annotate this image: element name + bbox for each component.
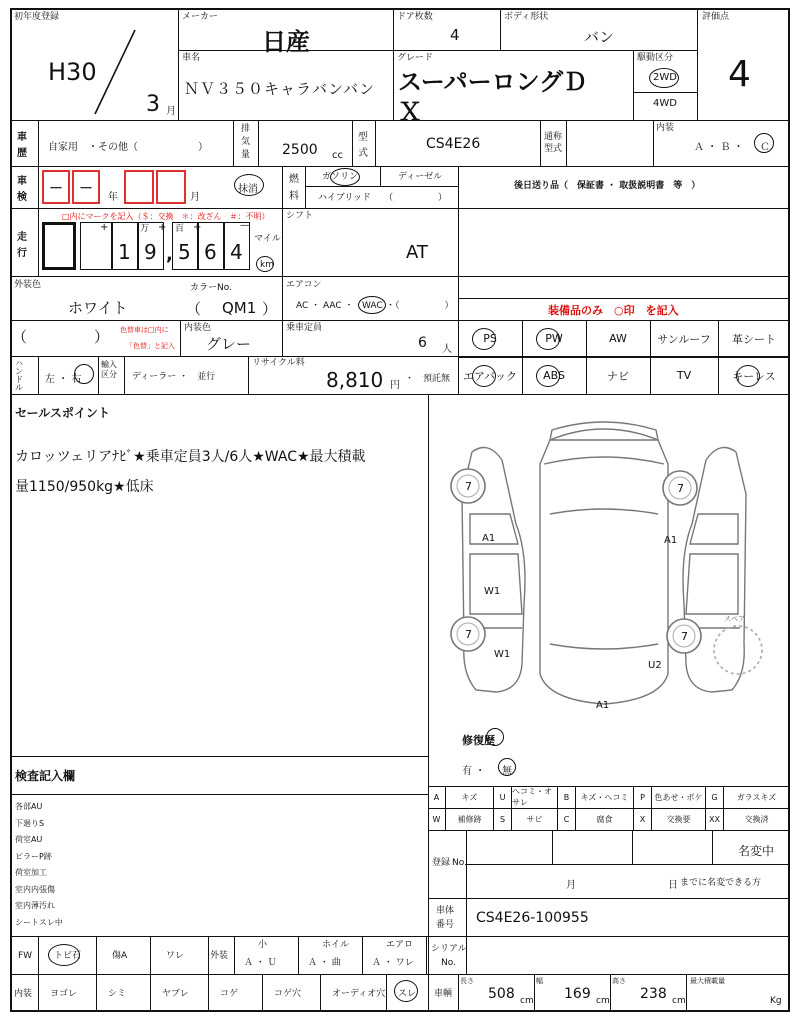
- common-label1: 通称: [544, 132, 563, 142]
- score-label: 評価点: [702, 12, 730, 22]
- divider: [96, 974, 97, 1012]
- dim-unit: cm: [520, 996, 534, 1006]
- divider: [150, 936, 151, 974]
- divider: [96, 936, 97, 974]
- damage-mark-tire-rr: 7: [681, 630, 688, 643]
- inspection-box3: [124, 170, 154, 204]
- reg-label: 初年度登録: [14, 12, 60, 22]
- legend-code: W: [428, 808, 446, 830]
- score: 4: [728, 54, 751, 95]
- damage-mark-right-rear: U2: [648, 660, 662, 671]
- equipment-0[interactable]: [458, 320, 522, 357]
- equipment-label: PS: [483, 332, 497, 345]
- model: CS4E26: [426, 136, 481, 152]
- recolor-open: （: [12, 328, 28, 346]
- displacement: 2500: [282, 142, 318, 158]
- equipment-circle: [536, 328, 560, 350]
- load-unit: Kg: [770, 996, 782, 1006]
- check-item: ピラーP跡: [15, 851, 52, 861]
- ext-group-value: Ａ ・ 曲: [308, 958, 341, 968]
- maker-label: メーカー: [182, 12, 218, 22]
- damage-mark-tire-fr: 7: [677, 482, 684, 495]
- colorno-label: カラーNo.: [190, 283, 232, 293]
- dim-height-label: 高さ: [612, 977, 626, 985]
- legend-meaning: 補修跡: [446, 808, 494, 830]
- body-type: バン: [584, 28, 615, 46]
- inspection-label1: 車: [17, 176, 27, 187]
- dim-length-label: 長さ: [460, 977, 474, 985]
- dims-label: 車輌: [434, 989, 453, 999]
- divider: [386, 974, 387, 1012]
- mileage-digit-2: 5: [178, 240, 191, 264]
- interior-grade-circle: [754, 133, 774, 153]
- ext-group-value: Ａ ・ ワレ: [372, 958, 414, 968]
- fuel-diesel: ディーゼル: [398, 172, 443, 182]
- legend-code: B: [558, 786, 576, 808]
- check-item: 室内内張傷: [15, 884, 55, 894]
- legend-meaning: キズ・ヘコミ: [576, 786, 634, 808]
- shift: AT: [406, 242, 428, 263]
- mileage-digit-3: 6: [204, 240, 217, 264]
- divider: [426, 936, 427, 974]
- fuel-label1: 燃: [289, 174, 299, 185]
- damage-mark-right-door: A1: [664, 535, 678, 546]
- disp-label3: 量: [241, 150, 251, 160]
- repair-label: 修復歴: [462, 734, 495, 747]
- history-label1: 車: [17, 132, 27, 143]
- sales-title: セールスポイント: [15, 406, 110, 420]
- plus-mark: +: [100, 222, 109, 233]
- registration-label1: 登録: [432, 858, 451, 868]
- equipment-title: 装備品のみ ○印 を記入: [548, 304, 679, 317]
- equipment-circle: [472, 328, 496, 350]
- recycle-deposit: ・ 預託無: [405, 374, 451, 384]
- check-item: 荷室加工: [15, 868, 47, 877]
- doors-label: ドア枚数: [397, 12, 433, 22]
- inspection-month-unit: 月: [190, 192, 200, 203]
- reg-month-unit: 月: [166, 106, 176, 117]
- legend-code: XX: [706, 808, 724, 830]
- capacity-unit: 人: [442, 344, 452, 355]
- exterior-color: ホワイト: [68, 299, 128, 317]
- recolor-note2: 「色替」と記入: [126, 342, 175, 350]
- interior-item: オーディオ穴: [332, 989, 386, 999]
- fuel-hybrid: ハイブリッド: [318, 193, 372, 203]
- name-label: 車名: [182, 53, 201, 63]
- equipment-label: エアバック: [462, 369, 518, 383]
- mileage-digit-4: 4: [230, 240, 243, 264]
- fuel-gas-circle: [330, 168, 360, 186]
- fw-item-circle: [48, 944, 80, 966]
- doors: 4: [450, 26, 460, 44]
- equipment-1[interactable]: [522, 320, 586, 357]
- recycle-unit: 円: [390, 380, 400, 391]
- legend-meaning: 交換済: [724, 808, 790, 830]
- disp-unit: cc: [332, 150, 343, 161]
- capacity-label: 乗車定員: [286, 323, 323, 333]
- dim-unit: cm: [672, 996, 686, 1006]
- equipment-label: サンルーフ: [657, 332, 711, 346]
- mileage-digit-1: 9: [144, 240, 157, 264]
- legend-meaning: 色あせ・ボケ: [652, 786, 706, 808]
- minus-mark: —: [240, 220, 250, 231]
- recycle-label: リサイクル料: [252, 358, 305, 368]
- fw-item: トビ石: [54, 951, 82, 961]
- history-label2: 歴: [17, 148, 27, 159]
- km-circle: [256, 256, 274, 272]
- recolor-note1: 色替車は□内に: [120, 326, 169, 334]
- interior-item: ヨゴレ: [50, 989, 78, 999]
- legend-meaning: 交換要: [652, 808, 706, 830]
- interior-grades: Ａ ・ Ｂ ・: [694, 142, 744, 153]
- legend-code: P: [634, 786, 652, 808]
- expired-circle: [234, 174, 264, 196]
- inspection-year-unit: 年: [108, 192, 118, 203]
- serial-label2: No.: [441, 958, 456, 968]
- handle-value: 左 ・ 右: [45, 374, 82, 385]
- colorno: QM1: [222, 299, 257, 317]
- registration-month: 月: [566, 880, 576, 891]
- body-label: ボディ形状: [504, 12, 549, 22]
- repair-value: 有 ・: [462, 766, 486, 777]
- divider: [208, 936, 209, 974]
- inspection-box4: [156, 170, 186, 204]
- km-label: km: [260, 260, 274, 270]
- vehicle-diagram: [432, 404, 786, 724]
- load-label: 最大積載量: [690, 977, 725, 985]
- check-item: 室内薄汚れ: [15, 901, 55, 910]
- registration-label2: No.: [452, 858, 467, 868]
- colorno-close: ）: [262, 300, 278, 318]
- inspection-label2: 検: [17, 192, 27, 203]
- interior-item: スレ: [398, 989, 417, 999]
- divider: [38, 936, 39, 1012]
- plus-mark: +: [193, 222, 202, 233]
- aircon-opts: AC ・ AAC ・: [296, 301, 354, 311]
- damage-mark-tire-rl: 7: [465, 628, 472, 641]
- ext-group-title: ホイル: [322, 940, 350, 950]
- damage-mark-left-rear: W1: [494, 649, 511, 660]
- unit-10k: 万: [140, 224, 150, 234]
- colorno-open: （: [186, 300, 202, 318]
- reg-year: H30: [48, 58, 97, 86]
- registration-day: 日: [668, 880, 678, 891]
- model-label1: 型: [358, 132, 368, 143]
- divider: [262, 974, 263, 1012]
- drive-4wd: 4WD: [653, 98, 677, 109]
- disp-label2: 気: [241, 137, 251, 147]
- interior-row-label: 内装: [14, 989, 33, 999]
- drive-2wd: 2WD: [653, 72, 677, 83]
- fw-item: ワレ: [166, 951, 185, 961]
- legend-meaning: キズ: [446, 786, 494, 808]
- aircon-other: ・（ ）: [386, 301, 454, 311]
- equipment-circle: [536, 365, 560, 387]
- interior-grade-c: Ｃ: [760, 142, 770, 153]
- interior-item: コゲ穴: [274, 989, 302, 999]
- drive-2wd-circle: [649, 68, 679, 88]
- grade-line2: Ｘ: [398, 98, 422, 126]
- inspection-expired: 抹消: [238, 184, 258, 195]
- equipment-6[interactable]: [522, 357, 586, 394]
- equipment-label: ABS: [543, 369, 565, 382]
- recycle: 8,810: [326, 368, 384, 392]
- divider: [320, 974, 321, 1012]
- divider: [428, 974, 429, 1012]
- ext-group-title: エアロ: [386, 940, 414, 950]
- divider: [610, 974, 611, 1012]
- import-label: 輸入区分: [101, 360, 117, 379]
- repair-label-circle: [486, 728, 504, 746]
- inspection-dash1: －: [49, 181, 63, 197]
- handle-label: ハンドル: [15, 359, 23, 392]
- equipment-label: PW: [545, 332, 563, 345]
- vin-label2: 番号: [436, 920, 455, 930]
- equipment-7[interactable]: [586, 357, 650, 394]
- spare-label: スペア: [724, 615, 745, 623]
- drive-label: 駆動区分: [637, 53, 674, 63]
- check-item: 荷室AU: [15, 835, 43, 844]
- unit-100: 百: [175, 224, 185, 234]
- legend-meaning: 腐食: [576, 808, 634, 830]
- legend-meaning: ヘコミ・オサレ: [512, 786, 558, 808]
- equipment-3[interactable]: [650, 320, 718, 357]
- divider: [458, 974, 459, 1012]
- history-text: 自家用 ・その他（ ）: [48, 142, 208, 153]
- model-label2: 式: [358, 148, 368, 159]
- checks-title: 検査記入欄: [15, 769, 76, 783]
- check-item: 各部AU: [15, 802, 43, 811]
- divider: [686, 974, 687, 1012]
- inspection-dash2: －: [79, 181, 93, 197]
- mileage-digit-0: 1: [118, 240, 131, 264]
- legend-code: X: [634, 808, 652, 830]
- damage-mark-tire-fl: 7: [465, 480, 472, 493]
- divider: [362, 936, 363, 974]
- sales-line2: 量1150/950kg★低床: [15, 479, 154, 495]
- plus-mark: +: [158, 222, 167, 233]
- fuel-label2: 料: [289, 191, 299, 202]
- legend-code: S: [494, 808, 512, 830]
- legend-code: A: [428, 786, 446, 808]
- damage-mark-left-slide: W1: [484, 586, 501, 597]
- repair-none-circle: [498, 758, 516, 776]
- ext-group-title: 小: [258, 940, 268, 950]
- import-value: ディーラー ・ 並行: [132, 372, 216, 382]
- mileage-comma: ,: [166, 244, 173, 265]
- equipment-label: キーレス: [732, 369, 776, 383]
- vin: CS4E26-100955: [476, 910, 589, 926]
- capacity: 6: [418, 335, 427, 351]
- legend-meaning: ガラスキズ: [724, 786, 790, 808]
- dim-unit: cm: [596, 996, 610, 1006]
- aircon-wac-circle: [358, 296, 386, 314]
- handle-right-circle: [74, 364, 94, 384]
- later-docs: 後日送り品（ 保証書 ・ 取扱説明書 等 ）: [514, 181, 701, 191]
- common-label2: 型式: [544, 144, 563, 154]
- reg-slash: [90, 28, 140, 118]
- equipment-9[interactable]: [718, 357, 790, 394]
- fuel-gas: ガソリン: [322, 172, 359, 182]
- divider: [150, 974, 151, 1012]
- grade-label: グレード: [397, 53, 434, 63]
- name-change: 名変中: [738, 844, 775, 858]
- divider: [458, 357, 790, 358]
- damage-mark-left-door: A1: [482, 533, 496, 544]
- dim-length: 508: [488, 986, 515, 1002]
- equipment-label: AW: [609, 332, 627, 345]
- grade-line1: スーパーロングＤ: [398, 68, 588, 96]
- exterior-row-label: 外装: [210, 951, 229, 961]
- ext-group-value: Ａ ・ Ｕ: [244, 958, 277, 968]
- aircon-wac: WAC: [362, 301, 383, 311]
- maker: 日産: [262, 28, 310, 56]
- equipment-8[interactable]: [650, 357, 718, 394]
- divider: [466, 936, 467, 974]
- serial-label1: シリアル: [431, 944, 467, 954]
- vin-label1: 車体: [436, 906, 455, 916]
- recolor-close: ）: [94, 328, 110, 346]
- fw-item: 傷A: [112, 951, 128, 961]
- interior-item: コゲ: [220, 989, 239, 999]
- sales-line1: カロッツェリアﾅﾋﾞ★乗車定員3人/6人★WAC★最大積載: [15, 449, 366, 465]
- equipment-2[interactable]: [586, 320, 650, 357]
- check-item: 下廻りS: [15, 818, 45, 828]
- interior-item-circle: [394, 980, 418, 1002]
- damage-mark-rear-bumper: A1: [596, 700, 610, 711]
- equipment-label: TV: [676, 369, 692, 382]
- interior-item: ヤブレ: [162, 989, 189, 999]
- legend-meaning: サビ: [512, 808, 558, 830]
- dim-width: 169: [564, 986, 591, 1002]
- equipment-label: 革シート: [732, 332, 776, 346]
- equipment-5[interactable]: [458, 357, 522, 394]
- legend-code: C: [558, 808, 576, 830]
- interior-label: 内装: [656, 123, 675, 133]
- fw-label: FW: [18, 951, 33, 961]
- divider: [234, 936, 235, 974]
- fuel-other: （ ）: [384, 193, 448, 203]
- mileage-box-blank: [42, 222, 76, 270]
- interior-item: シミ: [108, 989, 127, 999]
- check-item: シートスレ中: [15, 917, 63, 927]
- aircon-label: エアコン: [286, 280, 322, 290]
- divider: [208, 974, 209, 1012]
- repair-none: 無: [502, 766, 512, 777]
- exterior-label: 外装色: [14, 280, 42, 290]
- legend-code: U: [494, 786, 512, 808]
- mileage-label2: 行: [17, 248, 27, 259]
- equipment-circle: [736, 365, 760, 387]
- legend-code: G: [706, 786, 724, 808]
- equipment-label: ナビ: [607, 369, 629, 383]
- divider: [534, 974, 535, 1012]
- car-name: ＮＶ３５０キャラバンバン: [184, 80, 375, 98]
- registration-until: までに名変できる方: [680, 878, 762, 888]
- reg-month: 3: [146, 92, 160, 117]
- equipment-circle: [472, 365, 496, 387]
- shift-label: シフト: [286, 211, 314, 221]
- interior-color-label: 内装色: [184, 323, 212, 333]
- mileage-note: □内にマークを記入（＄：交換 ＊：改ざん ＃：不明）: [62, 212, 270, 221]
- equipment-4[interactable]: [718, 320, 790, 357]
- mileage-label1: 走: [17, 232, 27, 243]
- dim-width-label: 幅: [536, 977, 543, 985]
- disp-label1: 排: [241, 124, 251, 134]
- interior-color: グレー: [206, 335, 252, 353]
- mile-label: マイル: [254, 234, 281, 244]
- divider: [298, 936, 299, 974]
- dim-height: 238: [640, 986, 667, 1002]
